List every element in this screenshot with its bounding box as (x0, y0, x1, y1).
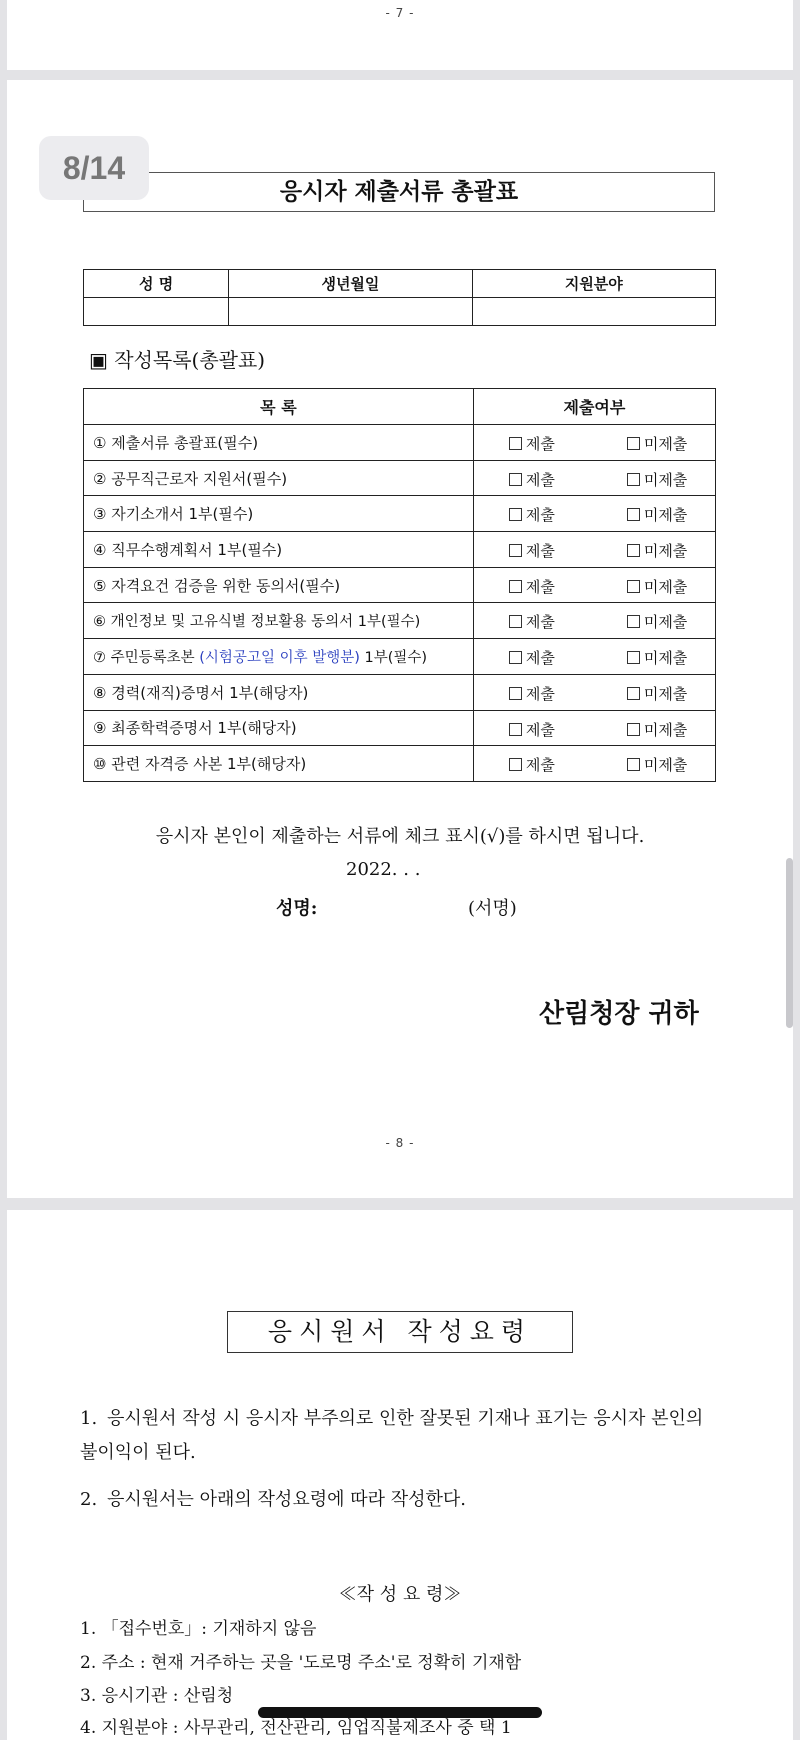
paragraph: 2. 응시원서는 아래의 작성요령에 따라 작성한다. (80, 1489, 466, 1510)
date-line: 2022. . . (346, 859, 421, 880)
list-item: ⑦ 주민등록초본 (시험공고일 이후 발행분) 1부(필수) (84, 639, 474, 675)
list-row (84, 496, 716, 532)
submitted-checkbox[interactable]: 제출 (509, 576, 555, 597)
list-item: ⑥ 개인정보 및 고유식별 정보활용 동의서 1부(필수) (84, 603, 474, 639)
scrollbar-thumb[interactable] (786, 858, 793, 1028)
list-item: ③ 자기소개서 1부(필수) (84, 496, 474, 532)
list-item: ② 공무직근로자 지원서(필수) (84, 460, 474, 496)
not-submitted-checkbox[interactable]: 미제출 (627, 683, 687, 704)
field-cell[interactable] (472, 298, 715, 326)
list-item: ⑨ 최종학력증명서 1부(해당자) (84, 710, 474, 746)
submitted-checkbox[interactable]: 제출 (509, 719, 555, 740)
not-submitted-checkbox[interactable]: 미제출 (627, 540, 687, 561)
submitted-checkbox[interactable]: 제출 (509, 469, 555, 490)
previous-page (7, 0, 793, 70)
name-cell[interactable] (84, 298, 229, 326)
list-row (84, 460, 716, 496)
subsection-title: ≪작 성 요 령≫ (338, 1584, 462, 1605)
list-row (84, 746, 716, 782)
list-row (84, 532, 716, 568)
page-indicator: 8/14 (39, 136, 149, 200)
submitted-checkbox[interactable]: 제출 (509, 683, 555, 704)
submitted-checkbox[interactable]: 제출 (509, 611, 555, 632)
list-row (84, 425, 716, 461)
submitted-checkbox[interactable]: 제출 (509, 540, 555, 561)
header-status: 제출여부 (473, 389, 715, 425)
not-submitted-checkbox[interactable]: 미제출 (627, 576, 687, 597)
not-submitted-checkbox[interactable]: 미제출 (627, 469, 687, 490)
not-submitted-checkbox[interactable]: 미제출 (627, 719, 687, 740)
submitted-checkbox[interactable]: 제출 (509, 754, 555, 775)
section-title: ▣ 작성목록(총괄표) (89, 348, 266, 372)
applicant-info-table (83, 269, 716, 326)
rule-item: 3. 응시기관 : 산림청 (80, 1686, 234, 1706)
issue-date-note: (시험공고일 이후 발행분) (199, 649, 360, 666)
submitted-checkbox[interactable]: 제출 (509, 433, 555, 454)
list-row (84, 639, 716, 675)
list-item: ① 제출서류 총괄표(필수) (84, 425, 474, 461)
list-row (84, 710, 716, 746)
list-item: ⑩ 관련 자격증 사본 1부(해당자) (84, 746, 474, 782)
signature-mark: (서명) (468, 898, 517, 919)
list-row (84, 603, 716, 639)
document-list-table (83, 388, 716, 782)
birthdate-cell[interactable] (229, 298, 472, 326)
home-indicator[interactable] (258, 1707, 542, 1718)
list-item: ⑧ 경력(재직)증명서 1부(해당자) (84, 674, 474, 710)
not-submitted-checkbox[interactable]: 미제출 (627, 433, 687, 454)
next-page-title: 응시원서 작성요령 (227, 1311, 573, 1353)
header-birthdate: 생년월일 (229, 270, 472, 298)
header-name: 성 명 (84, 270, 229, 298)
rule-item: 4. 지원분야 : 사무관리, 전산관리, 임업직불제조사 중 택 1 (80, 1718, 512, 1738)
list-row (84, 674, 716, 710)
not-submitted-checkbox[interactable]: 미제출 (627, 754, 687, 775)
page-number: - 8 - (385, 1136, 415, 1150)
instruction-text: 응시자 본인이 제출하는 서류에 체크 표시(√)를 하시면 됩니다. (155, 826, 645, 847)
header-list: 목 록 (84, 389, 474, 425)
form-title: 응시자 제출서류 총괄표 (83, 172, 715, 212)
not-submitted-checkbox[interactable]: 미제출 (627, 504, 687, 525)
not-submitted-checkbox[interactable]: 미제출 (627, 647, 687, 668)
submitted-checkbox[interactable]: 제출 (509, 504, 555, 525)
not-submitted-checkbox[interactable]: 미제출 (627, 611, 687, 632)
list-item: ⑤ 자격요건 검증을 위한 동의서(필수) (84, 567, 474, 603)
list-row (84, 567, 716, 603)
signature-label: 성명: (276, 898, 318, 919)
rule-item: 1. 「접수번호」: 기재하지 않음 (80, 1619, 317, 1639)
rule-item: 2. 주소 : 현재 거주하는 곳을 '도로명 주소'로 정확히 기재함 (80, 1653, 522, 1673)
header-field: 지원분야 (472, 270, 715, 298)
page-number: - 7 - (385, 6, 415, 20)
paragraph: 1. 응시원서 작성 시 응시자 부주의로 인한 잘못된 기재나 표기는 응시자 본인의 불이익이 된다. (80, 1408, 704, 1463)
submitted-checkbox[interactable]: 제출 (509, 647, 555, 668)
list-item: ④ 직무수행계획서 1부(필수) (84, 532, 474, 568)
addressee: 산림청장 귀하 (539, 999, 699, 1029)
